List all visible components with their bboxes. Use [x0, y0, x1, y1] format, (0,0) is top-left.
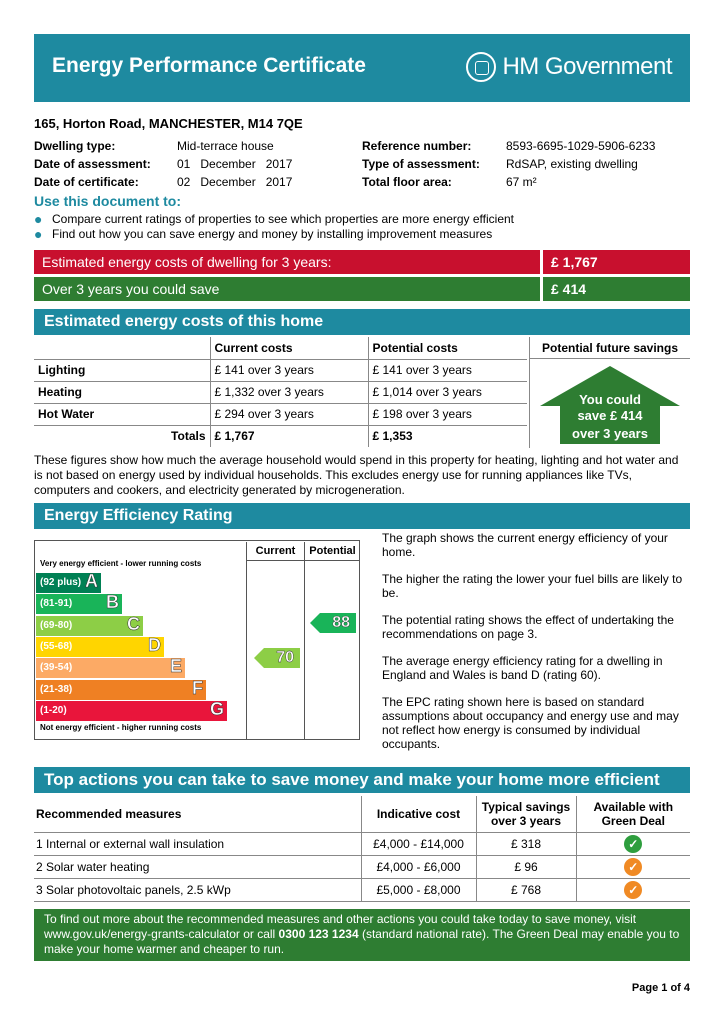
current-rating-value: 70	[276, 649, 294, 667]
eer-band-a	[36, 573, 101, 593]
bullet-text: Find out how you can save energy and money by installing improvement measures	[52, 227, 493, 241]
eer-divider	[246, 542, 247, 740]
eer-col-potential: Potential	[309, 545, 356, 557]
detail-value: 01 December 2017	[177, 157, 293, 171]
actions-header-cost: Indicative cost	[361, 796, 476, 832]
detail-value: 67 m²	[506, 175, 537, 189]
detail-value: RdSAP, existing dwelling	[506, 157, 638, 171]
eer-divider	[304, 542, 305, 740]
page-title: Energy Performance Certificate	[52, 54, 366, 77]
totals-current: £ 1,767	[210, 425, 368, 447]
detail-value: 02 December 2017	[177, 175, 293, 189]
costs-table	[34, 337, 527, 447]
eer-band-range: (21-38)	[40, 683, 73, 695]
eer-text-paragraph: The EPC rating shown here is based on standard assumptions about occupancy and energy use and may not reflect how energy is consumed by individual occupants.	[382, 695, 679, 751]
cost-row-potential: £ 198 over 3 years	[368, 403, 527, 425]
footer-phone: 0300 123 1234	[278, 927, 359, 941]
details-right	[362, 137, 655, 191]
current-rating-arrow	[254, 648, 300, 668]
eer-text-paragraph: The average energy efficiency rating for a dwelling in England and Wales is band D (rating 60).	[382, 654, 663, 682]
eer-band-d	[36, 634, 164, 657]
eer-band-range: (92 plus)	[40, 577, 82, 588]
hm-government-logo	[466, 52, 672, 82]
green-deal-check-icon: ✓	[624, 881, 642, 899]
use-bullets	[34, 212, 514, 242]
eer-band-range: (39-54)	[40, 662, 73, 674]
eer-band-range: (1-20)	[40, 704, 67, 716]
action-cost: £4,000 - £14,000	[361, 832, 476, 855]
detail-label: Dwelling type:	[34, 139, 116, 153]
eer-band-letter: B	[106, 592, 119, 613]
footer-text-b: (standard national rate). The Green Deal may enable you to make your home warmer and cheaper to run.	[44, 927, 680, 956]
eer-text-paragraph: The potential rating shows the effect of undertaking the recommendations on page 3.	[382, 613, 674, 641]
costs-note: These figures show how much the average household would spend in this property for heating, lighting and hot water and is not based on energy used by individual households. This excludes energy use for running appliances like TVs, computers and cookers, and electricity generated by microgeneration.	[34, 453, 679, 497]
gov-brand-text: HM Government	[502, 53, 672, 80]
actions-section-title: Top actions you can take to save money and make your home more efficient	[34, 767, 690, 793]
potential-savings-header: Potential future savings	[529, 337, 690, 359]
eer-header-line	[247, 560, 359, 561]
costs-section-title: Estimated energy costs of this home	[34, 309, 690, 335]
detail-value: Mid-terrace house	[177, 139, 274, 153]
actions-table	[34, 796, 690, 902]
eer-section-title: Energy Efficiency Rating	[34, 503, 690, 529]
cost-row-current: £ 294 over 3 years	[210, 403, 368, 425]
action-saving: £ 768	[476, 878, 576, 901]
eer-band-letter: F	[192, 677, 203, 698]
eer-band-letter: E	[169, 656, 182, 677]
green-deal-cell	[576, 855, 690, 878]
eer-band-range: (55-68)	[40, 640, 73, 652]
detail-label: Reference number:	[362, 139, 472, 153]
detail-label: Type of assessment:	[362, 157, 480, 171]
cost-row-potential: £ 141 over 3 years	[368, 359, 527, 381]
eer-band-range: (69-80)	[40, 619, 73, 631]
action-measure: 2 Solar water heating	[34, 855, 361, 878]
savings-bar	[34, 277, 690, 301]
estimated-cost-label: Estimated energy costs of dwelling for 3 years:	[34, 250, 543, 274]
action-saving: £ 96	[476, 855, 576, 878]
actions-header-savings: Typical savings over 3 years	[476, 796, 576, 832]
savings-value: £ 414	[551, 281, 587, 297]
costs-header-potential: Potential costs	[368, 337, 527, 359]
detail-label: Date of assessment:	[34, 157, 151, 171]
eer-band-g	[36, 698, 227, 721]
action-saving: £ 318	[476, 832, 576, 855]
eer-band-range: (81-91)	[40, 598, 73, 610]
eer-band-f	[36, 677, 206, 700]
eer-text-paragraph: The graph shows the current energy efficiency of your home.	[382, 531, 668, 559]
page-number: Page 1 of 4	[631, 982, 690, 994]
cost-row-current: £ 1,332 over 3 years	[210, 381, 368, 403]
detail-label: Total floor area:	[362, 175, 452, 189]
action-cost: £5,000 - £8,000	[361, 878, 476, 901]
detail-label: Date of certificate:	[34, 175, 139, 189]
green-deal-cell	[576, 832, 690, 855]
page-header	[34, 34, 690, 102]
royal-crest-icon	[466, 52, 496, 82]
savings-arrow-line: You could	[579, 392, 641, 407]
eer-top-note: Very energy efficient - lower running costs	[40, 559, 202, 568]
detail-value: 8593-6695-1029-5906-6233	[506, 139, 656, 153]
green-deal-cell	[576, 878, 690, 901]
potential-rating-value: 88	[332, 614, 350, 632]
eer-band-c	[36, 613, 143, 636]
action-measure: 1 Internal or external wall insulation	[34, 832, 361, 855]
action-measure: 3 Solar photovoltaic panels, 2.5 kWp	[34, 878, 361, 901]
cost-row-name: Heating	[34, 381, 210, 403]
eer-band-letter: D	[148, 634, 161, 655]
bullet-icon: ●	[34, 226, 43, 242]
bullet-icon: ●	[34, 211, 43, 227]
eer-explanation	[382, 531, 690, 764]
potential-rating-arrow	[310, 613, 356, 633]
green-deal-check-icon: ✓	[624, 858, 642, 876]
totals-label: Totals	[34, 425, 210, 447]
estimated-cost-value: £ 1,767	[551, 254, 598, 270]
totals-potential: £ 1,353	[368, 425, 527, 447]
eer-band-e	[36, 658, 185, 678]
cost-row-current: £ 141 over 3 years	[210, 359, 368, 381]
estimated-cost-bar	[34, 250, 690, 274]
eer-text-paragraph: The higher the rating the lower your fuel bills are likely to be.	[382, 572, 683, 600]
bullet-text: Compare current ratings of properties to see which properties are more energy efficient	[52, 212, 515, 226]
eer-bottom-note: Not energy efficient - higher running costs	[40, 723, 202, 732]
footer-info-box	[34, 909, 690, 961]
costs-header-current: Current costs	[210, 337, 368, 359]
savings-arrow-line: save £ 414	[577, 408, 643, 423]
actions-header-measures: Recommended measures	[36, 806, 182, 821]
savings-arrow-icon	[540, 366, 680, 444]
eer-band-b	[36, 594, 122, 614]
green-deal-check-icon: ✓	[624, 835, 642, 853]
footer-text-a: To find out more about the recommended measures and other actions you could take today to save money, visit www.gov.uk/energy-grants-calculator or call	[44, 912, 637, 941]
details-left	[34, 137, 292, 191]
eer-band-letter: C	[127, 613, 140, 634]
actions-header-green-deal: Available with Green Deal	[576, 796, 690, 832]
action-cost: £4,000 - £6,000	[361, 855, 476, 878]
savings-arrow-line: over 3 years	[572, 426, 648, 441]
costs-header-empty	[34, 337, 210, 359]
cost-row-potential: £ 1,014 over 3 years	[368, 381, 527, 403]
eer-col-current: Current	[255, 545, 296, 557]
property-address: 165, Horton Road, MANCHESTER, M14 7QE	[34, 116, 303, 131]
cost-row-name: Hot Water	[34, 403, 210, 425]
use-document-title: Use this document to:	[34, 193, 182, 209]
savings-label: Over 3 years you could save	[34, 277, 543, 301]
cost-row-name: Lighting	[38, 363, 86, 377]
eer-band-letter: A	[85, 571, 98, 591]
eer-band-letter: G	[209, 698, 224, 719]
